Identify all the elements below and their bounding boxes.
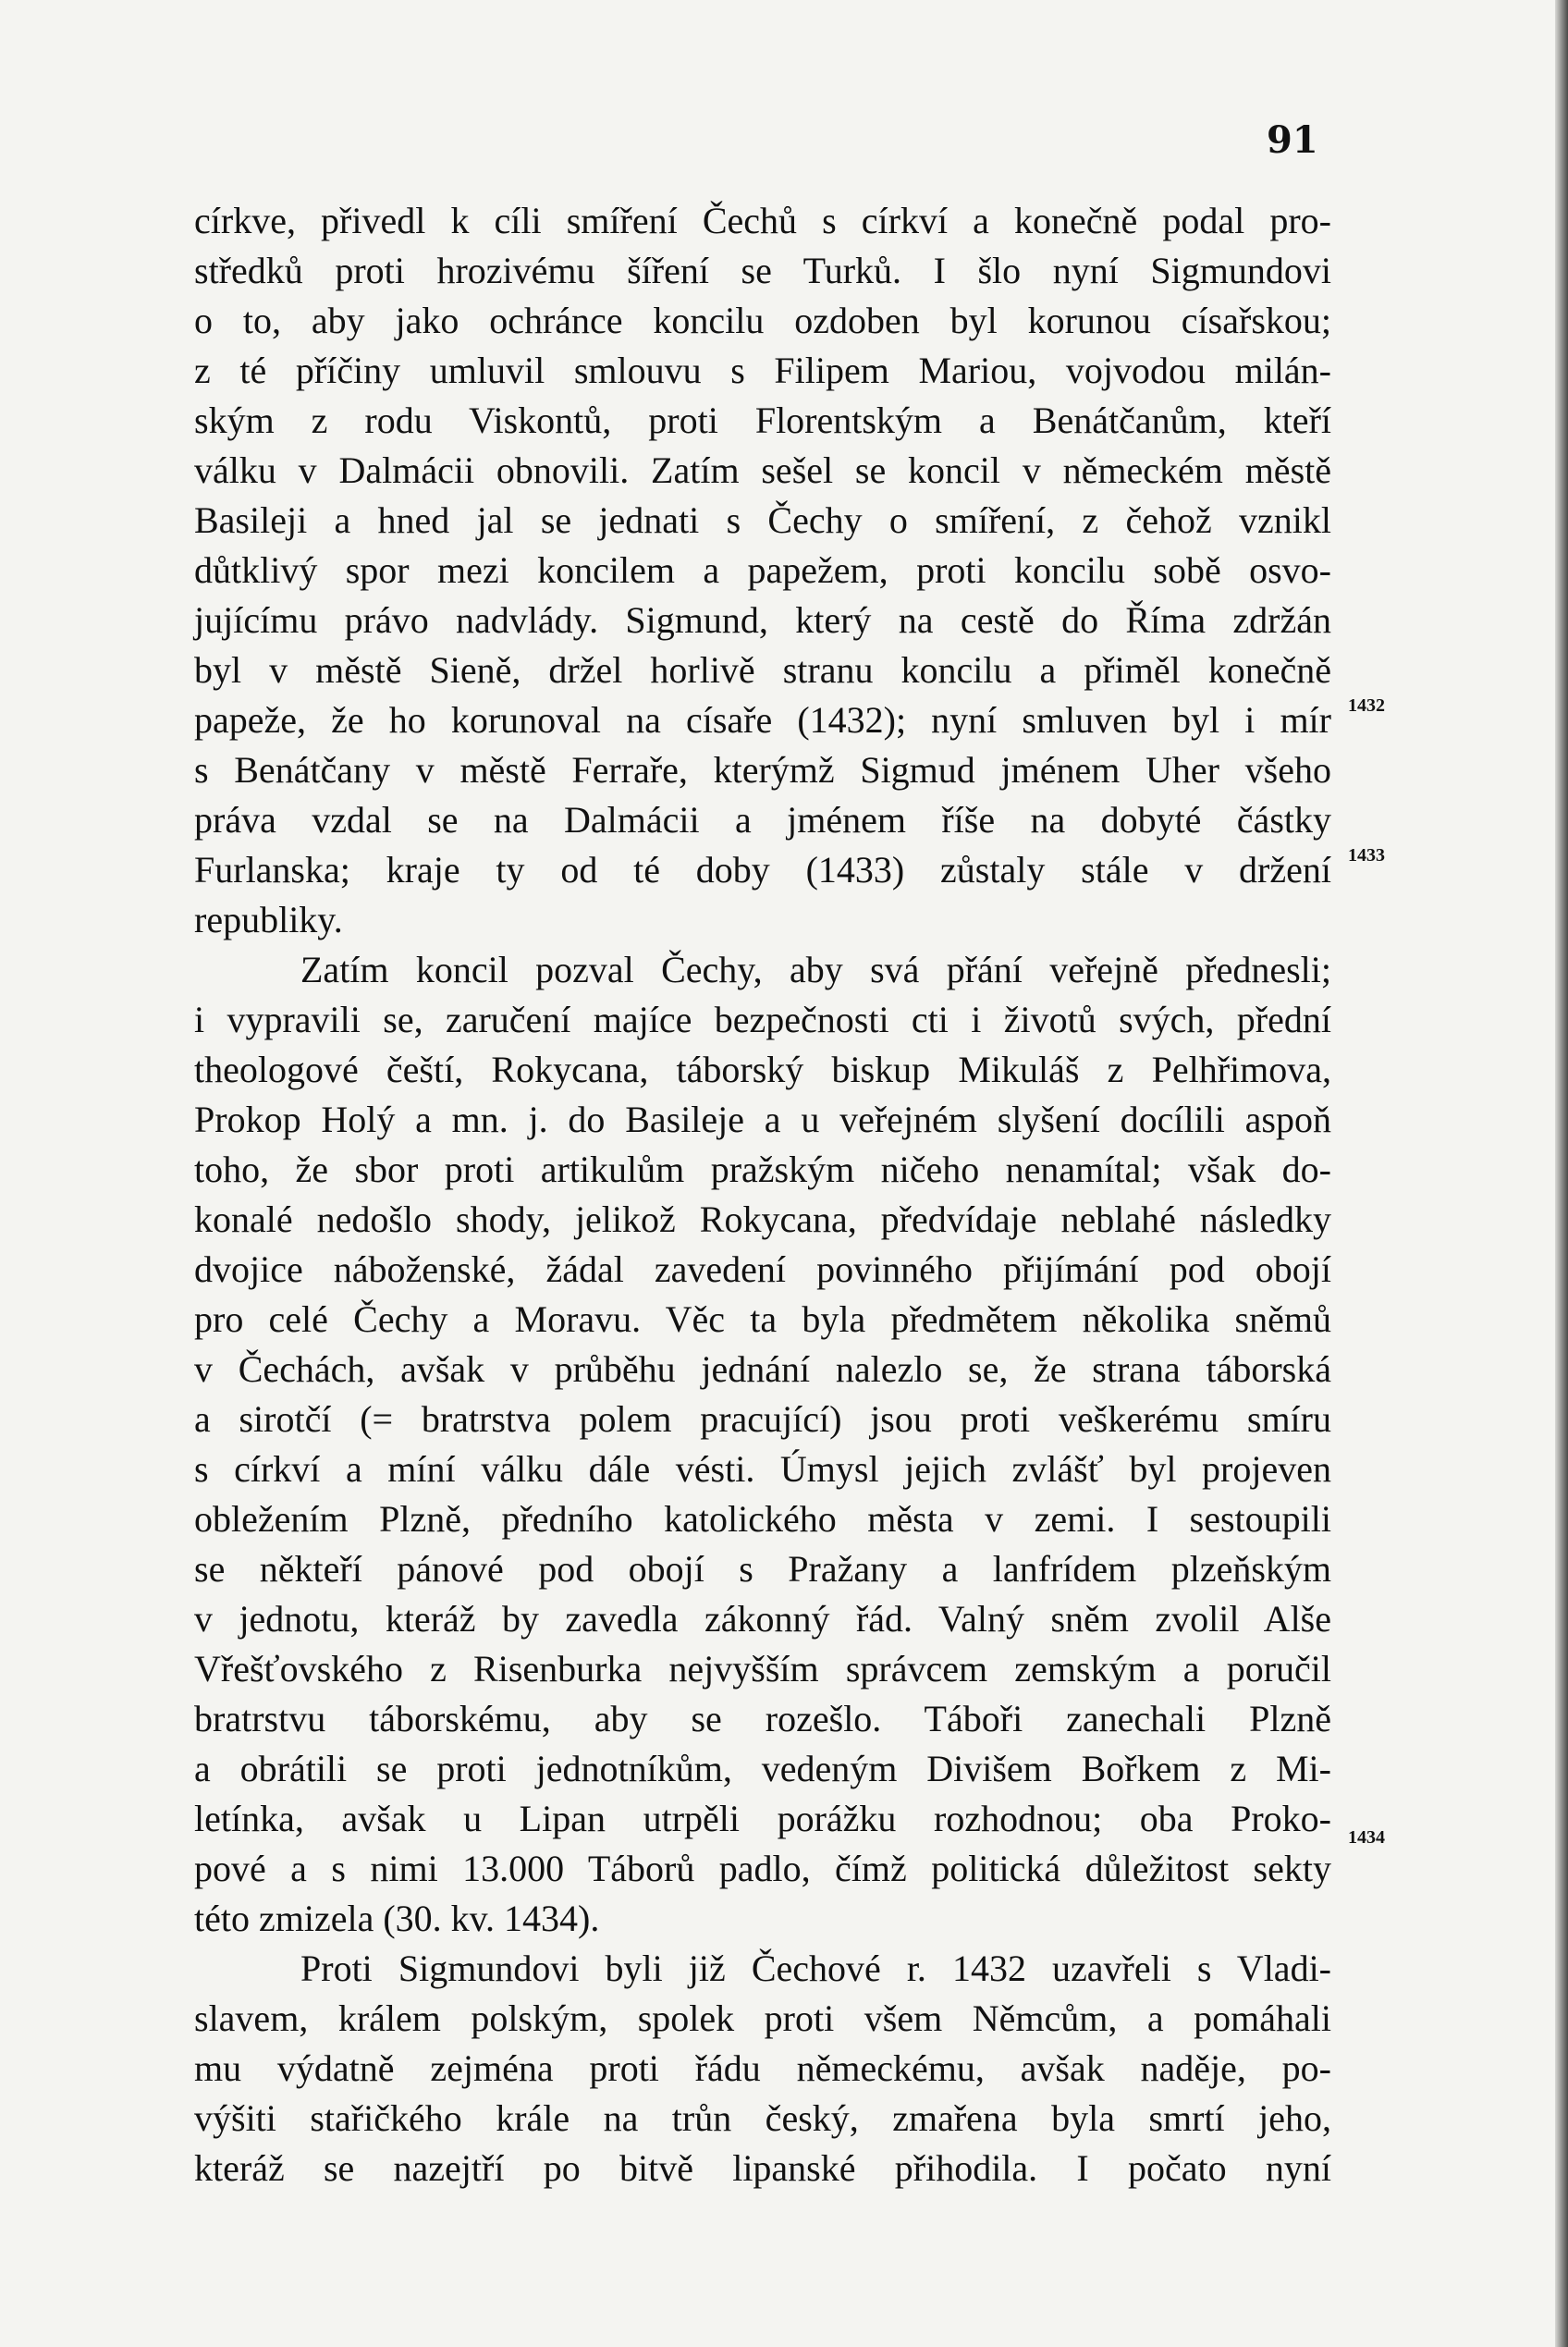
text-line: theologové čeští, Rokycana, táborský biskup Mikuláš z Pelhřimova,	[194, 1049, 1331, 1090]
page-number: 91	[1267, 118, 1318, 162]
text-line: byl v městě Sieně, držel horlivě stranu koncilu a přiměl konečně	[194, 649, 1331, 691]
text-line: konalé nedošlo shody, jelikož Rokycana, předvídaje neblahé následky	[194, 1198, 1331, 1240]
text-line: jujícímu právo nadvlády. Sigmund, který na cestě do Říma zdržán	[194, 599, 1331, 641]
text-line: kteráž se nazejtří po bitvě lipanské přihodila. I počato nyní	[194, 2147, 1331, 2189]
text-line: Vřešťovského z Risenburka nejvyšším správcem zemským a poručil	[194, 1648, 1331, 1690]
body-text	[194, 196, 1331, 2193]
text-line: v Čechách, avšak v průběhu jednání nalezlo se, že strana táborská	[194, 1348, 1331, 1390]
text-line: bratrstvu táborskému, aby se rozešlo. Táboři zanechali Plzně	[194, 1698, 1331, 1739]
text-line: Zatím koncil pozval Čechy, aby svá přání veřejně přednesli;	[300, 949, 1331, 990]
text-line: slavem, králem polským, spolek proti všem Němcům, a pomáhali	[194, 1997, 1331, 2039]
text-line: a obrátili se proti jednotníkům, vedeným Divišem Bořkem z Mi-	[194, 1748, 1331, 1789]
text-line: práva vzdal se na Dalmácii a jménem říše na dobyté částky	[194, 799, 1331, 841]
text-line: se někteří pánové pod obojí s Pražany a lanfrídem plzeňským	[194, 1548, 1331, 1590]
text-line: Furlanska; kraje ty od té doby (1433) zůstaly stále v držení	[194, 849, 1331, 891]
text-line: letínka, avšak u Lipan utrpěli porážku rozhodnou; oba Proko-	[194, 1798, 1331, 1839]
text-line: dvojice náboženské, žádal zavedení povinného přijímání pod obojí	[194, 1248, 1331, 1290]
text-line: i vypravili se, zaručení majíce bezpečnosti cti i životů svých, přední	[194, 999, 1331, 1040]
text-line: válku v Dalmácii obnovili. Zatím sešel se koncil v německém městě	[194, 449, 1331, 491]
text-line: církve, přivedl k cíli smíření Čechů s církví a konečně podal pro-	[194, 200, 1331, 241]
margin-year-note: 1432	[1348, 695, 1385, 716]
text-line: o to, aby jako ochránce koncilu ozdoben byl korunou císařskou;	[194, 300, 1331, 341]
text-line: Prokop Holý a mn. j. do Basileje a u veřejném slyšení docílili aspoň	[194, 1099, 1331, 1140]
text-line: z té příčiny umluvil smlouvu s Filipem Mariou, vojvodou milán-	[194, 350, 1331, 391]
margin-year-note: 1434	[1348, 1827, 1385, 1848]
text-line: této zmizela (30. kv. 1434).	[194, 1898, 600, 1939]
page-edge-shadow	[1555, 0, 1568, 2347]
text-line: Basileji a hned jal se jednati s Čechy o smíření, z čehož vznikl	[194, 499, 1331, 541]
text-line: v jednotu, kteráž by zavedla zákonný řád. Valný sněm zvolil Alše	[194, 1598, 1331, 1640]
text-line: papeže, že ho korunoval na císaře (1432); nyní smluven byl i mír	[194, 699, 1331, 741]
text-line: toho, že sbor proti artikulům pražským ničeho nenamítal; však do-	[194, 1149, 1331, 1190]
text-line: pro celé Čechy a Moravu. Věc ta byla předmětem několika sněmů	[194, 1298, 1331, 1340]
text-line: výšiti stařičkého krále na trůn český, zmařena byla smrtí jeho,	[194, 2097, 1331, 2139]
text-line: s církví a míní válku dále vésti. Úmysl jejich zvlášť byl projeven	[194, 1448, 1331, 1490]
text-line: středků proti hrozivému šíření se Turků. I šlo nyní Sigmundovi	[194, 250, 1331, 291]
text-line: Proti Sigmundovi byli již Čechové r. 1432 uzavřeli s Vladi-	[300, 1948, 1331, 1989]
text-line: mu výdatně zejména proti řádu německému, avšak naděje, po-	[194, 2047, 1331, 2089]
text-line: důtklivý spor mezi koncilem a papežem, proti koncilu sobě osvo-	[194, 549, 1331, 591]
text-line: republiky.	[194, 899, 343, 940]
margin-year-note: 1433	[1348, 845, 1385, 866]
text-line: obležením Plzně, předního katolického města v zemi. I sestoupili	[194, 1498, 1331, 1540]
text-line: s Benátčany v městě Ferraře, kterýmž Sigmud jménem Uher všeho	[194, 749, 1331, 791]
text-line: ským z rodu Viskontů, proti Florentským a Benátčanům, kteří	[194, 399, 1331, 441]
text-line: pové a s nimi 13.000 Táborů padlo, čímž politická důležitost sekty	[194, 1848, 1331, 1889]
text-line: a sirotčí (= bratrstva polem pracující) jsou proti veškerému smíru	[194, 1398, 1331, 1440]
